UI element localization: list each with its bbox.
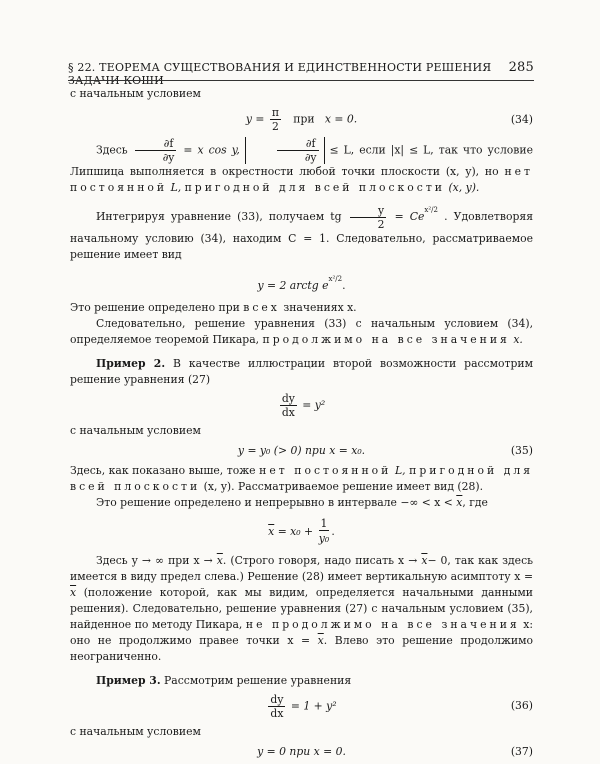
eq37-number: (37) <box>510 744 533 758</box>
paragraph-example-2 <box>70 356 533 388</box>
paragraph-asymptote <box>70 553 533 665</box>
eq36-rhs: = 1 + y² <box>290 699 337 712</box>
p8-a: Здесь, как показано выше, тоже <box>70 463 256 477</box>
p2-d: L, <box>170 181 182 194</box>
eq35-text: y = y₀ (> 0) при x = x₀. <box>237 443 366 457</box>
p3-c: . Удовлетворяя начальному условию (34), находим C = 1. Следовательно, рассматриваемое решение имеет вид <box>70 210 534 261</box>
p2-abs-num: ∂f <box>277 137 319 151</box>
p10-spaced: не продолжимо на все значения <box>245 617 520 631</box>
p5-b: x. <box>513 332 523 346</box>
p5-a: Следовательно, решение уравнения (33) с начальным условием (34), определяемое теоремой Пикара, <box>70 316 533 346</box>
paragraph-initial-condition-1: с начальным условием <box>70 87 201 100</box>
paragraph-initial-condition-3: с начальным условием <box>70 724 201 738</box>
p4-a: Это решение определено при <box>70 300 240 314</box>
eq-xbar-tail: . <box>331 524 335 538</box>
p4-b: значениях x. <box>283 300 357 314</box>
p2-c: ≤ L, если |x| ≤ L, так что условие Липшица выполняется в окрестности любой точки плоскости (x, y), но <box>70 143 533 178</box>
p3-fraction <box>350 204 387 231</box>
p10-xbar-4: $\overline{x}$ <box>317 633 324 647</box>
page-body <box>70 86 533 764</box>
eq-xbar-fraction <box>319 517 330 547</box>
eq27-rhs: = y² <box>302 398 326 411</box>
running-header <box>68 60 534 87</box>
p10-d: (положение которой, как мы видим, определяется начальными данными решения). Следовательно, решение уравнения (27) с начальным условием (35), найденное по методу Пикара, <box>70 585 533 631</box>
paragraph-picard <box>70 316 533 348</box>
eq-xbar-num: 1 <box>320 516 328 530</box>
eq-sol-exponent: x²/2 <box>328 274 343 283</box>
paragraph-lipschitz <box>70 137 533 196</box>
paragraph-no-constant <box>70 463 533 495</box>
p2-abs-derivative <box>245 137 325 164</box>
p10-xbar-1: $\overline{x}$ <box>216 553 223 567</box>
p3-frac-den: 2 <box>377 217 385 231</box>
p10-b: . (Строго говоря, надо писать x → <box>222 553 418 567</box>
eq34-lhs: y = <box>245 112 265 126</box>
eq36-den: dx <box>270 706 284 720</box>
p2-abs-fraction <box>277 137 319 164</box>
p9-a: Это решение определено и непрерывно в интервале −∞ < x < <box>96 495 453 509</box>
eq37-text: y = 0 при x = 0. <box>257 744 346 758</box>
example-2-text: В качестве иллюстрации второй возможности рассмотрим решение уравнения (27) <box>70 356 533 386</box>
paragraph-integration <box>70 202 533 263</box>
p10-xbar-3: $\overline{x}$ <box>70 585 77 599</box>
eq27-num: dy <box>281 391 295 405</box>
equation-solution <box>70 271 533 294</box>
eq34-den: 2 <box>271 120 279 133</box>
p3-b: = Ce <box>394 210 425 223</box>
p8-s1: нет постоянной <box>259 463 392 477</box>
p3-a: Интегрируя уравнение (33), получаем tg <box>96 210 342 223</box>
p3-exp-den: 2 <box>433 206 438 214</box>
p2-spaced2: пригодной для всей плоскости <box>184 181 446 194</box>
p8-c: (x, y). Рассматриваемое решение имеет вид (28). <box>203 479 484 493</box>
p9-b: , где <box>462 495 488 509</box>
example-3-text: Рассмотрим решение уравнения <box>164 673 352 687</box>
p8-b: L, <box>394 463 406 477</box>
p2-a: Здесь <box>96 143 128 157</box>
paragraph-initial-condition-2: с начальным условием <box>70 423 201 437</box>
p10-c: − 0, так как здесь имеется в виду предел слева.) Решение (28) имеет вертикальную асимптоту x = <box>70 553 534 583</box>
p2-derivative <box>135 137 177 164</box>
eq27-den: dx <box>281 405 295 419</box>
eq-xbar-mid: = x₀ + <box>277 524 314 538</box>
paragraph-defined-all <box>70 300 533 316</box>
p3-frac-num: y <box>350 204 387 218</box>
eq-sol-exp-num: x² <box>328 274 336 283</box>
example-3-label: Пример 3. <box>96 673 161 687</box>
p4-spaced: всех <box>243 300 280 314</box>
eq36-num: dy <box>270 692 284 706</box>
equation-34 <box>70 106 533 133</box>
p2-spaced: нет постоянной <box>70 165 534 194</box>
eq34-number: (34) <box>510 112 533 126</box>
eq34-num: π <box>271 106 279 119</box>
paragraph-example-3 <box>70 673 533 689</box>
eq-sol-tail: . <box>342 278 346 292</box>
header-title: § 22. ТЕОРЕМА СУЩЕСТВОВАНИЯ И ЕДИНСТВЕННОСТИ РЕШЕНИЯ ЗАДАЧИ КОШИ <box>68 61 492 87</box>
p10-a: Здесь y → ∞ при x → <box>96 553 213 567</box>
eq36-number: (36) <box>510 699 533 712</box>
example-2-label: Пример 2. <box>96 356 166 370</box>
p5-spaced: продолжимо на все значения <box>262 332 510 346</box>
p10-e: x: оно не продолжимо правее точки x = <box>70 617 534 647</box>
eq-sol-exp-den: 2 <box>337 274 343 283</box>
eq27-fraction <box>280 392 297 419</box>
p3-exponent: x²/2 <box>424 206 438 214</box>
eq34-mid: при <box>293 112 315 126</box>
p8-s2: пригодной для всей плоскости <box>70 463 534 493</box>
p2-abs-den: ∂y <box>304 151 317 164</box>
p9-xbar: $\overline{x}$ <box>456 495 463 509</box>
eq35-number: (35) <box>510 443 533 457</box>
eq-sol-text: y = 2 arctg e <box>257 278 329 292</box>
equation-36 <box>70 693 533 720</box>
p2-b: = x cos y, <box>183 143 240 157</box>
p10-f: . Влево это решение продолжимо неограниченно. <box>70 633 533 663</box>
eq34-cond: x = 0. <box>324 112 358 126</box>
page-number: 285 <box>508 60 534 75</box>
equation-35 <box>70 443 533 459</box>
p2-e: (x, y). <box>448 181 480 194</box>
p2-d1-den: ∂y <box>162 151 175 164</box>
eq-xbar-den: y₀ <box>318 531 330 545</box>
header-rule <box>68 80 534 81</box>
p3-exp-num: x² <box>424 206 432 214</box>
equation-37 <box>70 744 533 760</box>
equation-xbar <box>70 517 533 547</box>
equation-27 <box>70 392 533 419</box>
eq34-fraction <box>270 106 281 133</box>
p10-xbar-2: $\overline{x}$ <box>421 553 428 567</box>
paragraph-interval <box>70 495 533 511</box>
p2-d1-num: ∂f <box>135 137 177 151</box>
eq36-fraction <box>268 693 285 720</box>
eq-xbar-lhs: $\overline{x}$ <box>268 524 275 538</box>
